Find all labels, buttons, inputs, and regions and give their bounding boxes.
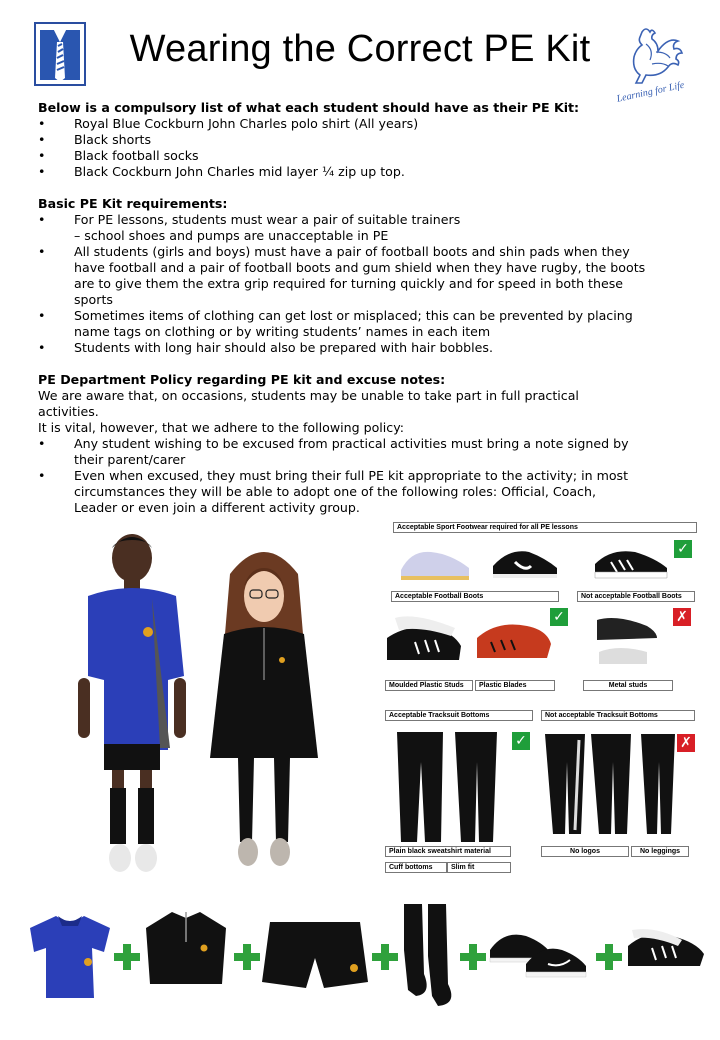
- basic-heading: Basic PE Kit requirements:: [38, 196, 228, 211]
- basic-list: [38, 212, 653, 356]
- motto: Learning for Life: [615, 79, 686, 105]
- list-item: • Even when excused, they must bring their full PE kit appropriate to the activity; in most circumstances they will be able to adopt one of the following roles: Official, Coach, Leader or even join a different activity group.: [38, 468, 638, 516]
- football-socks-image: [396, 900, 466, 1020]
- plus-icon: [372, 944, 398, 970]
- mid-layer-top-image: [140, 902, 232, 994]
- football-boot-image: [626, 926, 706, 976]
- label-cuff-bottoms: Cuff bottoms: [385, 862, 447, 873]
- list-item: • Any student wishing to be excused from practical activities must bring a note signed by their parent/carer: [38, 436, 638, 468]
- list-item: • For PE lessons, students must wear a pair of suitable trainers – school shoes and pumps are unacceptable in PE: [38, 212, 653, 244]
- list-item: • Students with long hair should also be prepared with hair bobbles.: [38, 340, 653, 356]
- label-not-acceptable-boots: Not acceptable Football Boots: [577, 591, 695, 602]
- list-item: • Black Cockburn John Charles mid layer ¼ zip up top.: [38, 164, 678, 180]
- text-body: [38, 100, 678, 516]
- list-item: • Black shorts: [38, 132, 678, 148]
- label-acceptable-tracksuit: Acceptable Tracksuit Bottoms: [385, 710, 533, 721]
- tick-icon: ✓: [512, 732, 530, 750]
- list-item: • Black football socks: [38, 148, 678, 164]
- policy-paragraph: It is vital, however, that we adhere to the following policy:: [38, 420, 405, 435]
- label-metal-studs: Metal studs: [583, 680, 673, 691]
- policy-list: [38, 436, 638, 516]
- list-item: • Royal Blue Cockburn John Charles polo shirt (All years): [38, 116, 678, 132]
- tick-icon: ✓: [550, 608, 568, 626]
- plus-icon: [114, 944, 140, 970]
- label-plastic-blades: Plastic Blades: [475, 680, 555, 691]
- compulsory-heading: Below is a compulsory list of what each student should have as their PE Kit:: [38, 100, 580, 115]
- list-item: • Sometimes items of clothing can get lost or misplaced; this can be prevented by placing name tags on clothing or by writing students’ names in each item: [38, 308, 653, 340]
- school-logo: [34, 22, 86, 86]
- label-acceptable-boots: Acceptable Football Boots: [391, 591, 559, 602]
- label-moulded-studs: Moulded Plastic Studs: [385, 680, 473, 691]
- polo-shirt-image: [22, 906, 118, 1002]
- policy-paragraph: We are aware that, on occasions, students may be unable to take part in full practical activities.: [38, 388, 579, 419]
- policy-heading: PE Department Policy regarding PE kit and excuse notes:: [38, 372, 446, 387]
- page-title: Wearing the Correct PE Kit: [129, 28, 591, 70]
- rooster-logo: [612, 24, 692, 105]
- label-slim-fit: Slim fit: [447, 862, 511, 873]
- trainers-image: [488, 920, 592, 986]
- list-item: • All students (girls and boys) must have a pair of football boots and shin pads when they have football and a pair of football boots and gum shield when they have rugby, the boots are to give them the extra grip required for turning quickly and for speed in both these sports: [38, 244, 653, 308]
- kit-items-strip: [0, 890, 720, 1030]
- plus-icon: [596, 944, 622, 970]
- label-no-logos: No logos: [541, 846, 629, 857]
- tick-icon: ✓: [674, 540, 692, 558]
- shorts-image: [260, 916, 370, 996]
- kit-guide-panel: [383, 518, 703, 880]
- plus-icon: [234, 944, 260, 970]
- label-acceptable-footwear: Acceptable Sport Footwear required for all PE lessons: [393, 522, 697, 533]
- cross-icon: ✗: [673, 608, 691, 626]
- students-photo: [60, 530, 340, 885]
- tracksuit-images: [389, 730, 699, 846]
- compulsory-list: [38, 116, 678, 180]
- plus-icon: [460, 944, 486, 970]
- trainers-images: [397, 540, 697, 590]
- label-plain-black: Plain black sweatshirt material: [385, 846, 511, 857]
- cross-icon: ✗: [677, 734, 695, 752]
- label-not-acceptable-tracksuit: Not acceptable Tracksuit Bottoms: [541, 710, 695, 721]
- label-no-leggings: No leggings: [631, 846, 689, 857]
- boots-images: [385, 608, 685, 678]
